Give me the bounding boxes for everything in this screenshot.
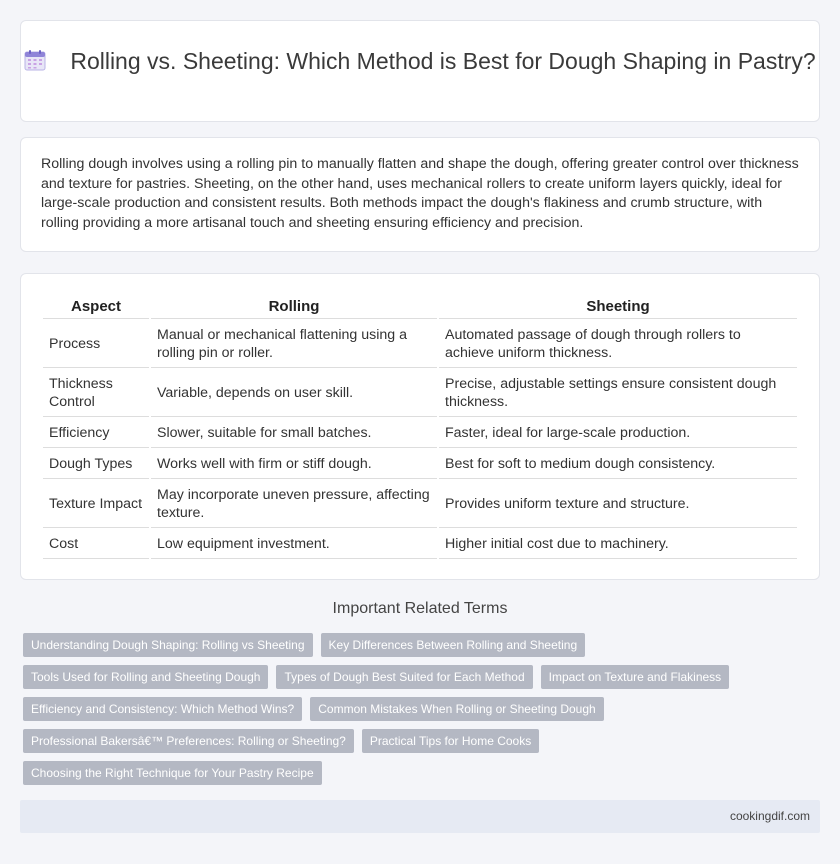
row-sheeting: Automated passage of dough through rollers to achieve uniform thickness. (439, 321, 797, 368)
related-term-link[interactable]: Key Differences Between Rolling and Sheeting (321, 633, 586, 657)
row-aspect: Process (43, 321, 149, 368)
row-aspect: Efficiency (43, 419, 149, 448)
related-term-link[interactable]: Practical Tips for Home Cooks (362, 729, 539, 753)
header-rolling: Rolling (151, 296, 437, 319)
comparison-table (41, 294, 799, 561)
page-title: Rolling vs. Sheeting: Which Method is Best for Dough Shaping in Pastry? (70, 48, 816, 74)
row-rolling: May incorporate uneven pressure, affecting texture. (151, 481, 437, 528)
related-term-link[interactable]: Professional Bakersâ€™ Preferences: Rolling or Sheeting? (23, 729, 354, 753)
page-title-wrap (21, 46, 819, 76)
table-row (43, 419, 797, 448)
calendar-icon (24, 49, 46, 71)
header-sheeting: Sheeting (439, 296, 797, 319)
intro-paragraph: Rolling dough involves using a rolling pin to manually flatten and shape the dough, offering greater control over thickness and texture for pastries. Sheeting, on the other hand, uses mechanical rollers to create uniform layers quickly, ideal for large-scale production and consistent results. Both methods impact the dough's flakiness and crumb structure, with rolling providing a more artisanal touch and sheeting ensuring efficiency and precision. (41, 156, 799, 231)
row-rolling: Low equipment investment. (151, 530, 437, 559)
related-term-link[interactable]: Impact on Texture and Flakiness (541, 665, 730, 689)
row-sheeting: Provides uniform texture and structure. (439, 481, 797, 528)
row-rolling: Manual or mechanical flattening using a rolling pin or roller. (151, 321, 437, 368)
related-terms-heading: Important Related Terms (332, 600, 508, 617)
row-sheeting: Precise, adjustable settings ensure consistent dough thickness. (439, 370, 797, 417)
row-aspect: Cost (43, 530, 149, 559)
row-rolling: Slower, suitable for small batches. (151, 419, 437, 448)
footer (20, 800, 820, 833)
intro-card (20, 137, 820, 252)
row-sheeting: Faster, ideal for large-scale production. (439, 419, 797, 448)
related-terms-list (23, 633, 813, 785)
table-row (43, 370, 797, 417)
related-term-link[interactable]: Types of Dough Best Suited for Each Method (276, 665, 532, 689)
title-card (20, 20, 820, 122)
header-aspect: Aspect (43, 296, 149, 319)
related-term-link[interactable]: Efficiency and Consistency: Which Method Wins? (23, 697, 302, 721)
row-sheeting: Best for soft to medium dough consistency. (439, 450, 797, 479)
row-aspect: Dough Types (43, 450, 149, 479)
row-aspect: Texture Impact (43, 481, 149, 528)
row-rolling: Variable, depends on user skill. (151, 370, 437, 417)
row-sheeting: Higher initial cost due to machinery. (439, 530, 797, 559)
related-term-link[interactable]: Tools Used for Rolling and Sheeting Dough (23, 665, 268, 689)
table-row (43, 481, 797, 528)
table-header-row (43, 296, 797, 319)
row-rolling: Works well with firm or stiff dough. (151, 450, 437, 479)
table-row (43, 530, 797, 559)
related-term-link[interactable]: Common Mistakes When Rolling or Sheeting Dough (310, 697, 603, 721)
footer-site-link[interactable]: cookingdif.com (729, 809, 810, 823)
table-row (43, 321, 797, 368)
table-row (43, 450, 797, 479)
related-term-link[interactable]: Understanding Dough Shaping: Rolling vs Sheeting (23, 633, 313, 657)
row-aspect: Thickness Control (43, 370, 149, 417)
related-term-link[interactable]: Choosing the Right Technique for Your Pastry Recipe (23, 761, 322, 785)
comparison-card (20, 273, 820, 580)
